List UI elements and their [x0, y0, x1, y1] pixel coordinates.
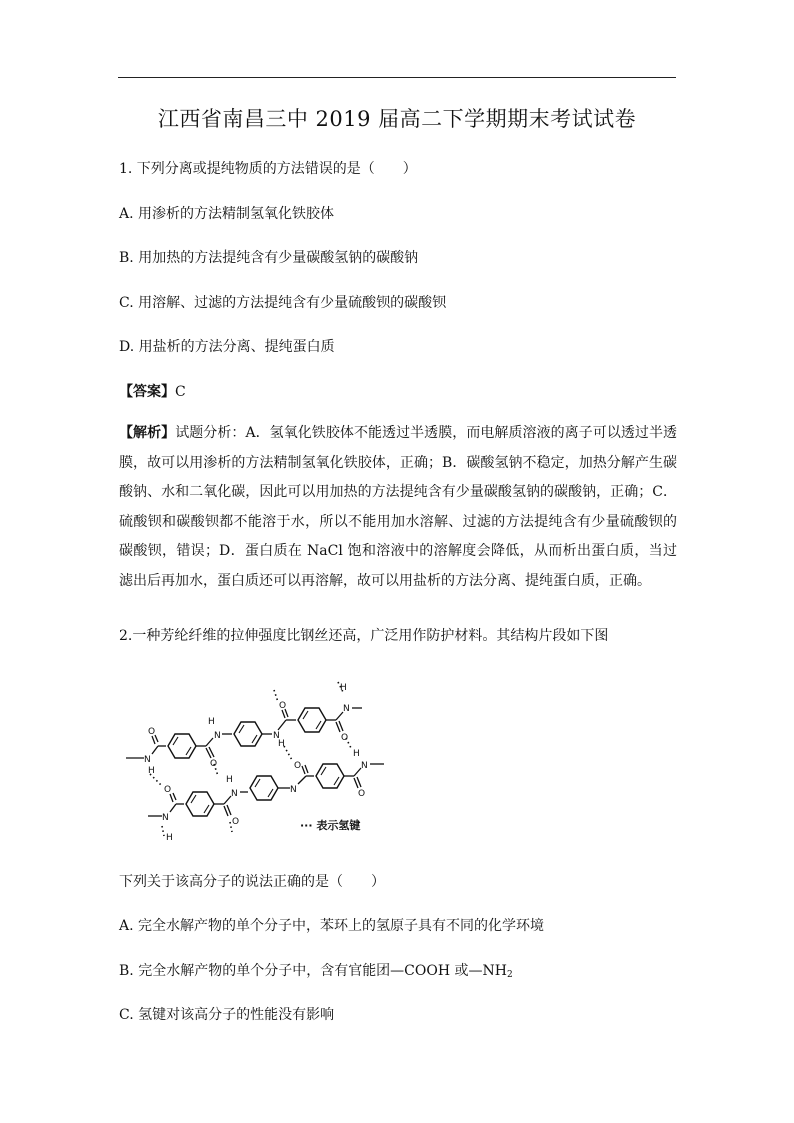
- atom-h-label: H: [278, 739, 285, 749]
- atom-n-label: N: [162, 813, 169, 823]
- question-2-option-a: A. 完全水解产物的单个分子中，苯环上的氢原子具有不同的化学环境: [119, 918, 545, 934]
- atom-n-label: N: [273, 731, 280, 741]
- analysis-text: 试题分析：A．氢氧化铁胶体不能透过半透膜，而电解质溶液的离子可以透过半透膜，故可以用渗析的方法精制氢氧化铁胶体，正确；B．碳酸氢钠不稳定，加热分解产生碳酸钠、水和二氧化碳，因此可以用加热的方法提纯含有少量碳酸氢钠的碳酸钠，正确；C．硫酸钡和碳酸钡都不能溶于水，所以不能用加水溶解、过滤的方法提纯含有少量硫酸钡的碳酸钡，错误；D．蛋白质在 NaCl 饱和溶液中的溶解度会降低，从而析出蛋白质，当过滤出后再加水，蛋白质还可以再溶解，故可以用盐析的方法分离、提纯蛋白质，正确。: [119, 425, 678, 589]
- upper-chain: [126, 708, 362, 758]
- question-2-stem: 2.一种芳纶纤维的拉伸强度比钢丝还高，广泛用作防护材料。其结构片段如下图: [119, 628, 609, 644]
- atom-o-label: O: [341, 733, 349, 743]
- atom-n-label: N: [290, 785, 297, 795]
- atom-h-label: H: [166, 833, 173, 843]
- atom-h-label: H: [226, 775, 233, 785]
- atom-n-label: N: [144, 755, 151, 765]
- atom-n-label: N: [214, 731, 221, 741]
- lower-chain: [148, 764, 384, 816]
- analysis-paragraph: [119, 419, 677, 596]
- atom-o-label: O: [164, 785, 172, 795]
- hydrogen-bond-legend: ··· 表示氢键: [300, 819, 361, 832]
- question-1-option-a: A. 用渗析的方法精制氢氧化铁胶体: [119, 206, 335, 222]
- atom-h-label: H: [148, 766, 155, 776]
- atom-o-label: O: [279, 701, 287, 711]
- question-1-option-d: D. 用盐析的方法分离、提纯蛋白质: [119, 339, 335, 355]
- aramid-structure-figure: [118, 676, 408, 844]
- page-title: 江西省南昌三中 2019 届高二下学期期末考试试卷: [157, 107, 637, 131]
- question-2-option-c: C. 氢键对该高分子的性能没有影响: [119, 1007, 335, 1023]
- atom-h-label: H: [353, 749, 360, 759]
- atom-o-label: O: [148, 727, 156, 737]
- atom-h-label: H: [340, 683, 347, 693]
- option-b-text: B. 完全水解产物的单个分子中，含有官能团—COOH 或—NH: [119, 963, 507, 979]
- atom-h-label: H: [208, 717, 215, 727]
- question-1-option-b: B. 用加热的方法提纯含有少量碳酸氢钠的碳酸钠: [119, 250, 419, 266]
- question-2-question: 下列关于该高分子的说法正确的是（ ）: [119, 874, 385, 890]
- hydrogen-bond-dots: [150, 682, 352, 836]
- atom-o-label: O: [232, 817, 240, 827]
- header-rule: [118, 77, 676, 78]
- option-b-subscript: 2: [506, 970, 513, 980]
- answer-value: C: [175, 384, 186, 400]
- atom-n-label: N: [361, 761, 368, 771]
- atom-o-label: O: [294, 761, 302, 771]
- atom-n-label: N: [231, 789, 238, 799]
- answer-label: 【答案】: [119, 384, 175, 400]
- atom-o-label: O: [210, 759, 218, 769]
- question-1-option-c: C. 用溶解、过滤的方法提纯含有少量硫酸钡的碳酸钡: [119, 295, 447, 311]
- atom-n-label: N: [343, 704, 350, 714]
- question-2-option-b: [119, 960, 513, 980]
- analysis-label: 【解析】: [119, 425, 176, 441]
- answer-line: [119, 381, 186, 401]
- structure-diagram: [118, 676, 408, 844]
- question-1-stem: 1. 下列分离或提纯物质的方法错误的是（ ）: [119, 161, 417, 177]
- atom-o-label: O: [358, 789, 366, 799]
